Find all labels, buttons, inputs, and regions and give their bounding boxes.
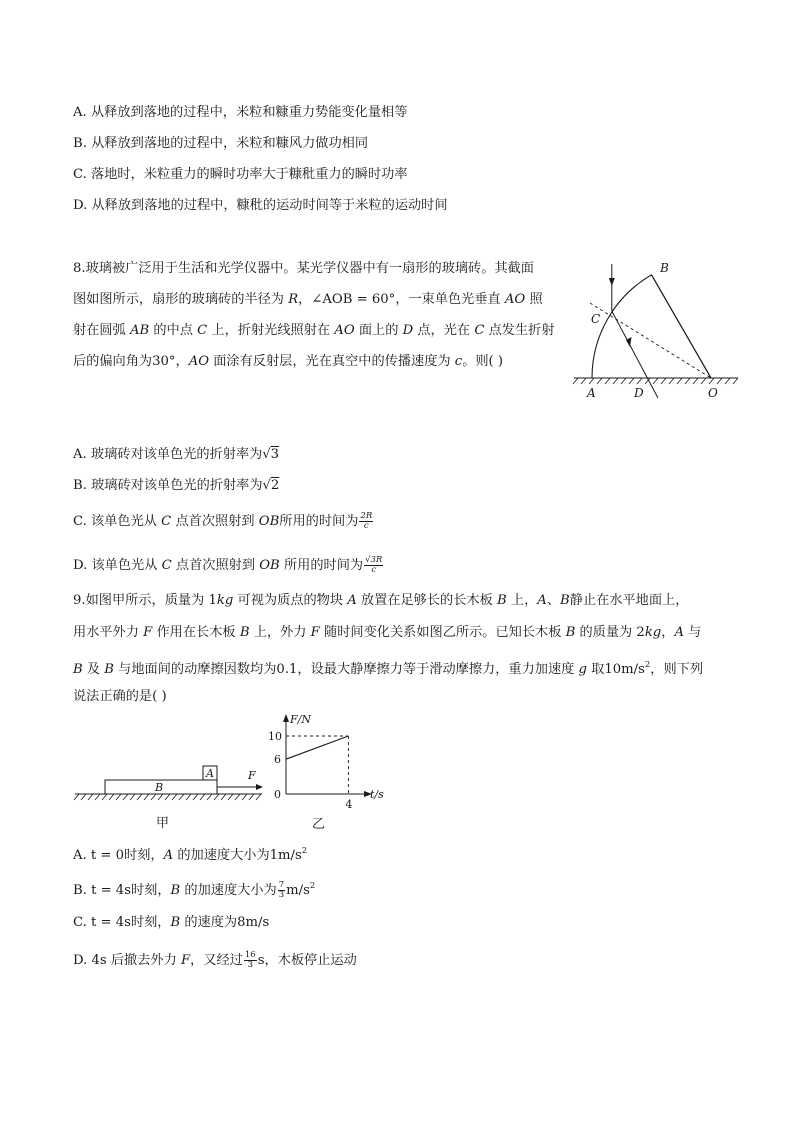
q8-stem-line4: 后的偏向角为30°，AO 面涂有反射层，光在真空中的传播速度为 c。则( ) [73,354,504,369]
q8-stem-line3: 射在圆弧 AB 的中点 C 上，折射光线照射在 AO 面上的 D 点，光在 C 点发生折射 [73,323,555,338]
normal-dashed [590,303,711,378]
origin-label: 0 [274,788,281,801]
radius-ob [652,275,712,378]
q9-option-c: C. t = 4s时刻，B 的速度为8m/s [73,915,270,930]
y-axis-label: F/N [290,713,311,726]
sector-outline [592,275,711,378]
q9-option-b: B. t = 4s时刻，B 的加速度大小为 $\frac{7}{3}$ $m/s^2$ [73,880,316,900]
fraction: $\frac{16}{3}$ [244,950,256,970]
q9-figure-jia [70,720,270,830]
q8-option-b: B. 玻璃砖对该单色光的折射率为√2 [73,478,280,493]
label-a: A [587,386,596,400]
q9-chart-yi [262,712,402,832]
q8-stem-line2: 图如图所示，扇形的玻璃砖的半径为 R，∠AOB = 60°，一束单色光垂直 AO 照 [73,292,543,307]
q9-stem-line3: B 及 B 与地面间的动摩擦因数均为0.1，设最大静摩擦力等于滑动摩擦力，重力加速度 g 取$10m/s^2$，则下列 [73,660,704,677]
q7-option-a: A. 从释放到落地的过程中，米粒和糠重力势能变化量相等 [73,105,408,120]
y-axis-arrow-icon [283,714,289,722]
q9-stem-line1: 9.如图甲所示，质量为 1kg 可视为质点的物块 A 放置在足够长的长木板 B 上，A、B静止在水平地面上， [73,593,689,608]
label-b: B [660,261,669,275]
y-tick-label: 6 [274,753,281,767]
sqrt-icon: √ [262,447,271,462]
label-block-a: A [206,767,214,780]
q8-option-c: C. 该单色光从 C 点首次照射到 OB所用的时间为 $\frac{2R}{c}$ [73,511,373,531]
q9-stem-line4: 说法正确的是( ) [73,689,167,704]
caption-jia: 甲 [156,816,170,830]
q8-option-a: A. 玻璃砖对该单色光的折射率为√3 [73,447,280,462]
q9-stem-line2: 用水平外力 F 作用在长木板 B 上，外力 F 随时间变化关系如图乙所示。已知长木板 B 的质量为 2kg，A 与 [73,625,702,640]
incident-arrow-icon [609,278,615,286]
q8-stem-line1: 8.玻璃被广泛用于生活和光学仪器中。某光学仪器中有一扇形的玻璃砖。其截面 [73,261,534,276]
label-force-f: F [248,769,256,782]
sqrt-icon: √ [262,478,271,493]
q9-option-d: D. 4s 后撤去外力 F，又经过 $\frac{16}{3}$ s，木板停止运动 [73,950,357,970]
ground-hatching [74,794,261,800]
y-tick-label: 10 [268,730,282,743]
q8-option-d: D. 该单色光从 C 点首次照射到 OB 所用的时间为 $\frac{√3R}{c}$ [73,555,383,575]
q9-option-a: A. t = 0时刻，A 的加速度大小为$1m/s^2$ [73,846,308,863]
series-line-f [286,736,348,759]
ground-hatching [573,378,738,384]
q7-option-c: C. 落地时，米粒重力的瞬时功率大于糠秕重力的瞬时功率 [73,167,408,182]
label-o: O [708,386,718,400]
q7-option-b: B. 从释放到落地的过程中，米粒和糠风力做功相同 [73,136,369,151]
label-d: D [634,386,644,400]
q7-option-d: D. 从释放到落地的过程中，糠秕的运动时间等于米粒的运动时间 [73,198,448,213]
refracted-ray [612,311,658,398]
caption-yi: 乙 [312,817,326,832]
fraction: $\frac{2R}{c}$ [360,511,373,531]
q8-sector-figure [568,256,748,406]
fraction: $\frac{7}{3}$ [278,880,285,900]
x-axis-label: t/s [370,788,384,801]
fraction: $\frac{√3R}{c}$ [365,555,383,575]
label-board-b: B [155,781,164,794]
x-tick-label: 4 [345,798,353,811]
label-c: C [591,312,601,326]
